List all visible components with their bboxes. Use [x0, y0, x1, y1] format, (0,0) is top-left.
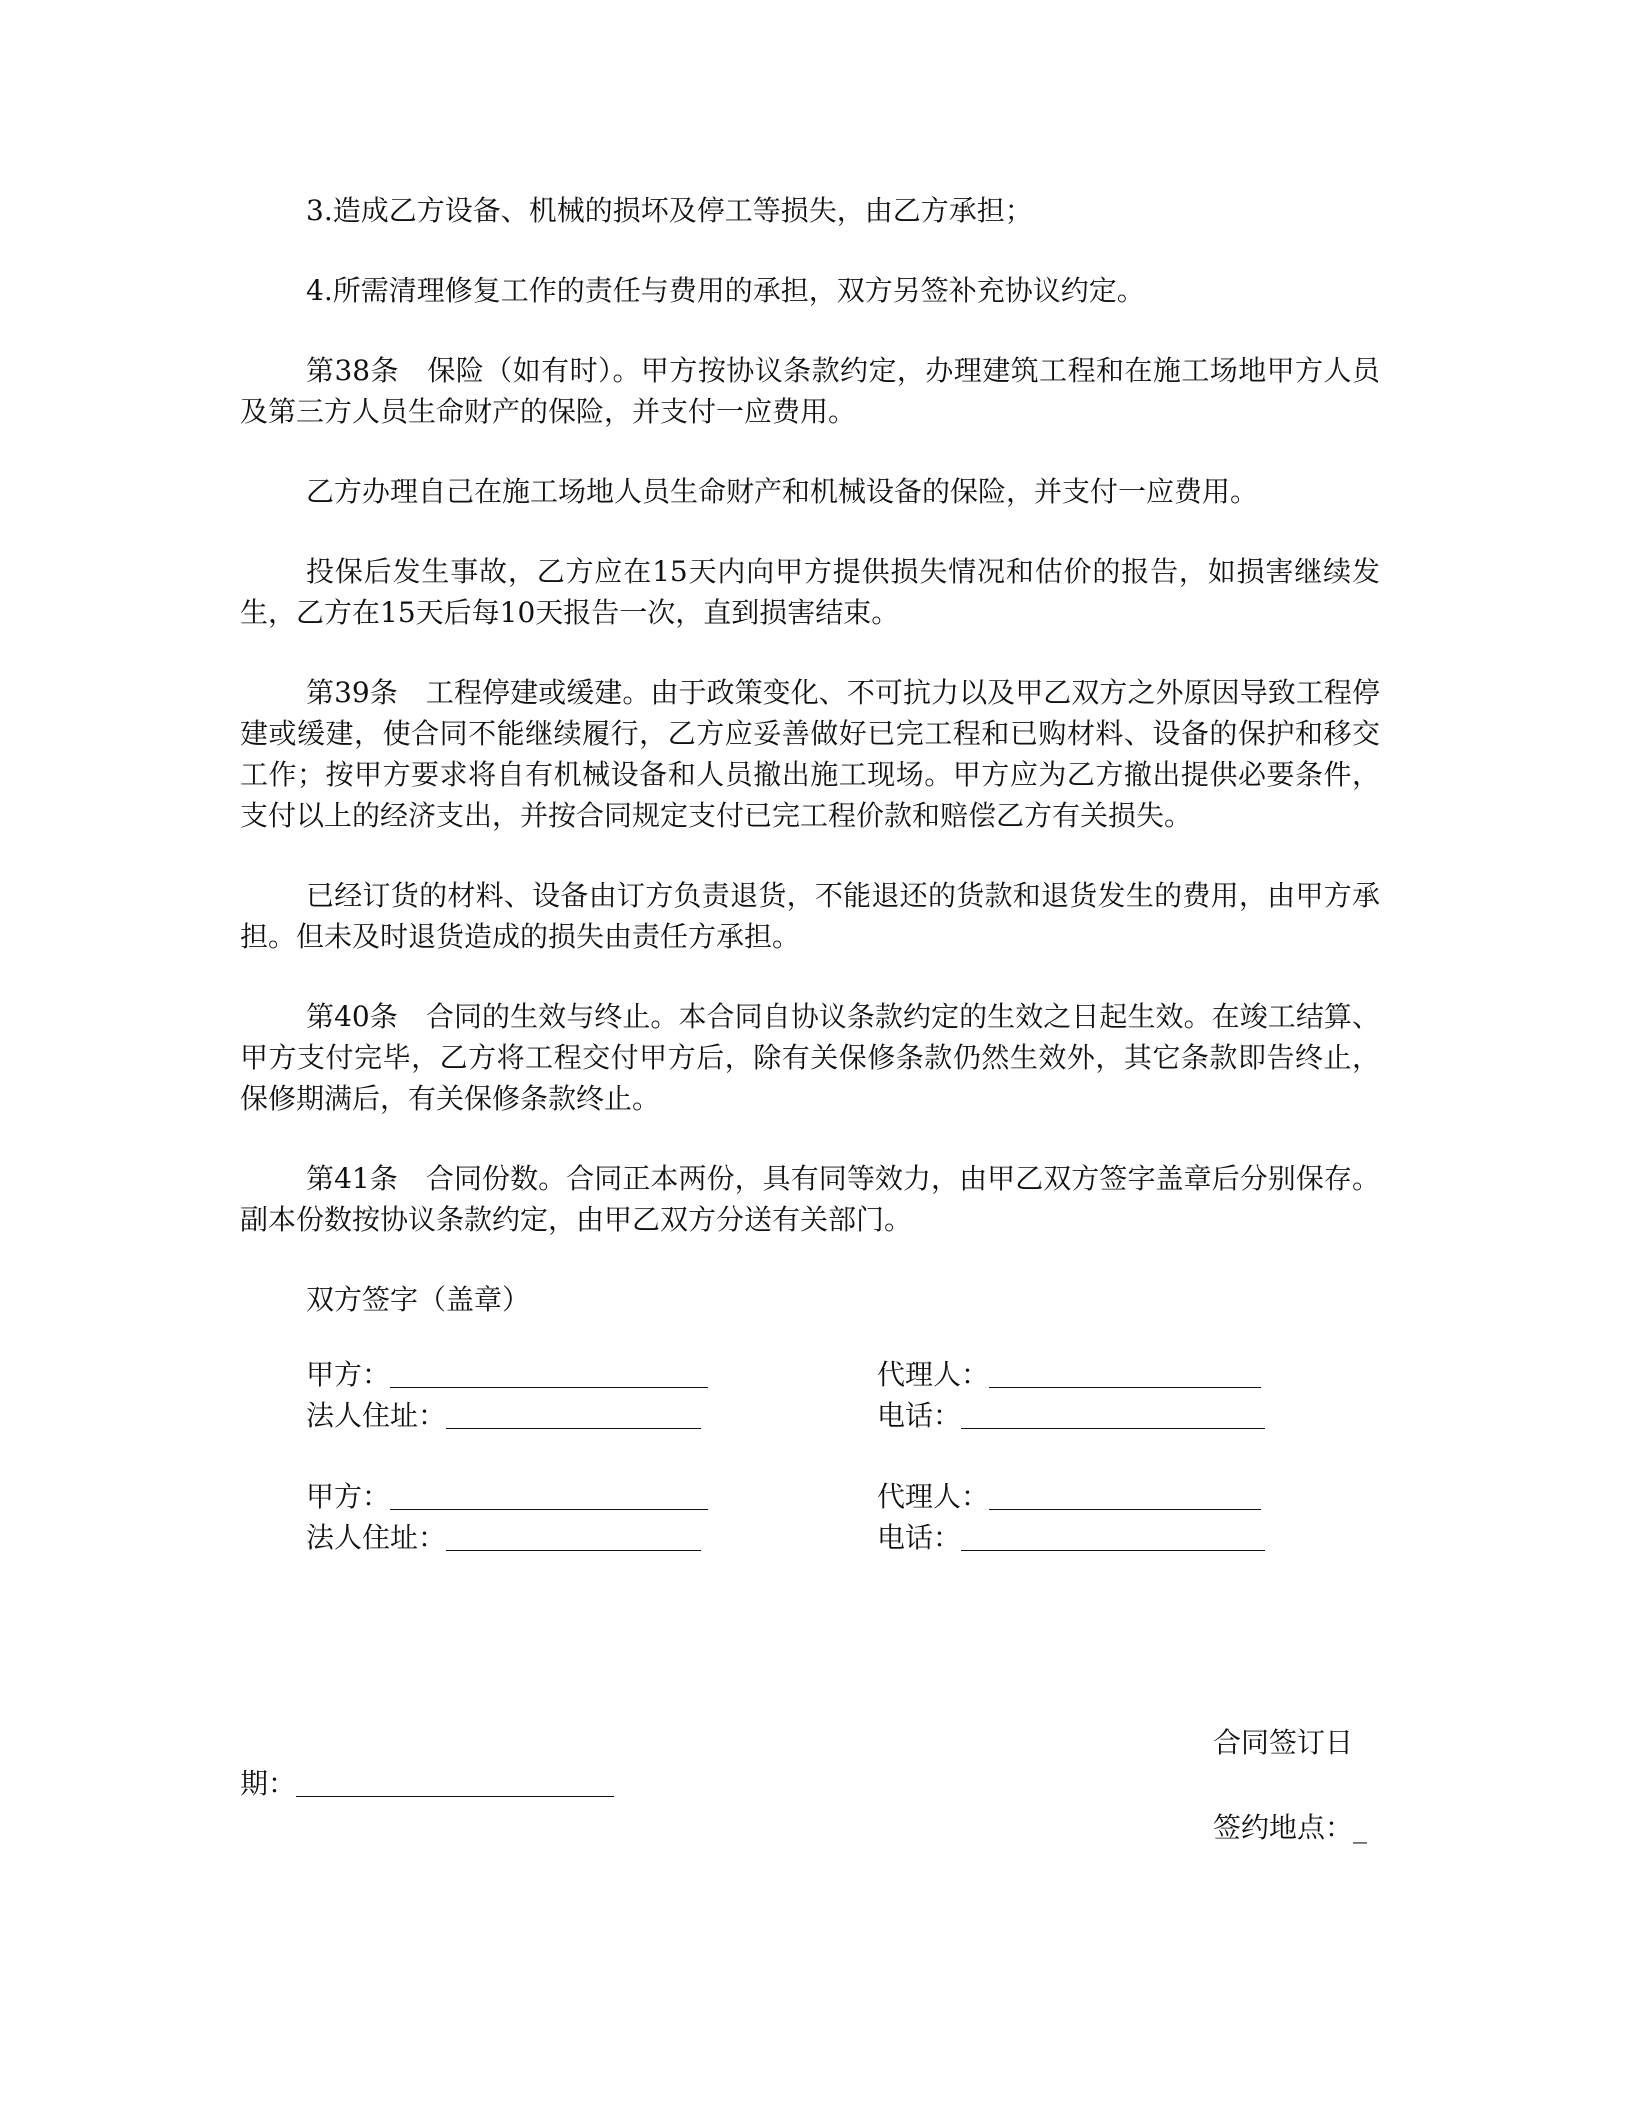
address-row-2 — [306, 1517, 701, 1558]
article-40: 第40条 合同的生效与终止。本合同自协议条款约定的生效之日起生效。在竣工结算、甲方支付完毕，乙方将工程交付甲方后，除有关保修条款仍然生效外，其它条款即告终止，保修期满后，有关保修条款终止。 — [240, 1000, 1380, 1115]
agent-row — [877, 1354, 1261, 1395]
agent-row-2 — [877, 1476, 1261, 1517]
paragraph-accident-report: 投保后发生事故，乙方应在15天内向甲方提供损失情况和估价的报告，如损害继续发生，乙方在15天后每10天报告一次，直到损害结束。 — [240, 555, 1380, 629]
party-label-2: 甲方： — [306, 1480, 391, 1513]
party-line-2 — [390, 1479, 708, 1510]
paragraph-2: 4.所需清理修复工作的责任与费用的承担，双方另签补充协议约定。 — [306, 274, 1145, 307]
phone-label-2: 电话： — [877, 1521, 962, 1554]
address-row — [306, 1395, 701, 1436]
sign-place-label: 签约地点： — [1213, 1811, 1354, 1844]
article-41: 第41条 合同份数。合同正本两份，具有同等效力，由甲乙双方签字盖章后分别保存。副本份数按协议条款约定，由甲乙双方分送有关部门。 — [240, 1162, 1380, 1236]
agent-line-2 — [989, 1479, 1261, 1510]
phone-row — [877, 1395, 1265, 1436]
sign-place-row — [1213, 1807, 1367, 1848]
paragraph-1: 3.造成乙方设备、机械的损坏及停工等损失，由乙方承担； — [306, 194, 1033, 227]
article-38: 第38条 保险（如有时）。甲方按协议条款约定，办理建筑工程和在施工场地甲方人员及第三方人员生命财产的保险，并支付一应费用。 — [240, 354, 1380, 428]
address-label-2: 法人住址： — [306, 1521, 447, 1554]
signature-block-1 — [240, 1354, 1380, 1438]
sign-date-line — [296, 1766, 614, 1797]
phone-row-2 — [877, 1517, 1265, 1558]
party-a-row-2 — [306, 1476, 708, 1517]
phone-line-2 — [961, 1520, 1265, 1551]
phone-line — [961, 1398, 1265, 1429]
party-line — [390, 1357, 708, 1388]
address-line-2 — [446, 1520, 701, 1551]
agent-line — [989, 1357, 1261, 1388]
agent-label-2: 代理人： — [877, 1480, 990, 1513]
article-39: 第39条 工程停建或缓建。由于政策变化、不可抗力以及甲乙双方之外原因导致工程停建或缓建，使合同不能继续履行，乙方应妥善做好已完工程和已购材料、设备的保护和移交工作；按甲方要求将自有机械设备和人员撤出施工现场。甲方应为乙方撤出提供必要条件，支付以上的经济支出，并按合同规定支付已完工程价款和赔偿乙方有关损失。 — [240, 676, 1380, 832]
sign-place-value: _ — [1353, 1811, 1368, 1844]
agent-label: 代理人： — [877, 1358, 990, 1391]
signature-heading: 双方签字（盖章） — [306, 1283, 531, 1316]
paragraph-insurance-yi: 乙方办理自己在施工场地人员生命财产和机械设备的保险，并支付一应费用。 — [306, 475, 1259, 508]
sign-date-label-part1: 合同签订日 — [1213, 1726, 1354, 1759]
signature-block-2 — [240, 1476, 1380, 1560]
paragraph-returns: 已经订货的材料、设备由订方负责退货，不能退还的货款和退货发生的费用，由甲方承担。但未及时退货造成的损失由责任方承担。 — [240, 879, 1380, 953]
sign-date-label-part2: 期： — [240, 1767, 297, 1800]
party-label: 甲方： — [306, 1358, 391, 1391]
phone-label: 电话： — [877, 1399, 962, 1432]
party-a-row — [306, 1354, 708, 1395]
address-line — [446, 1398, 701, 1429]
address-label: 法人住址： — [306, 1399, 447, 1432]
sign-date-row — [240, 1763, 614, 1804]
document-body — [240, 190, 1380, 1598]
